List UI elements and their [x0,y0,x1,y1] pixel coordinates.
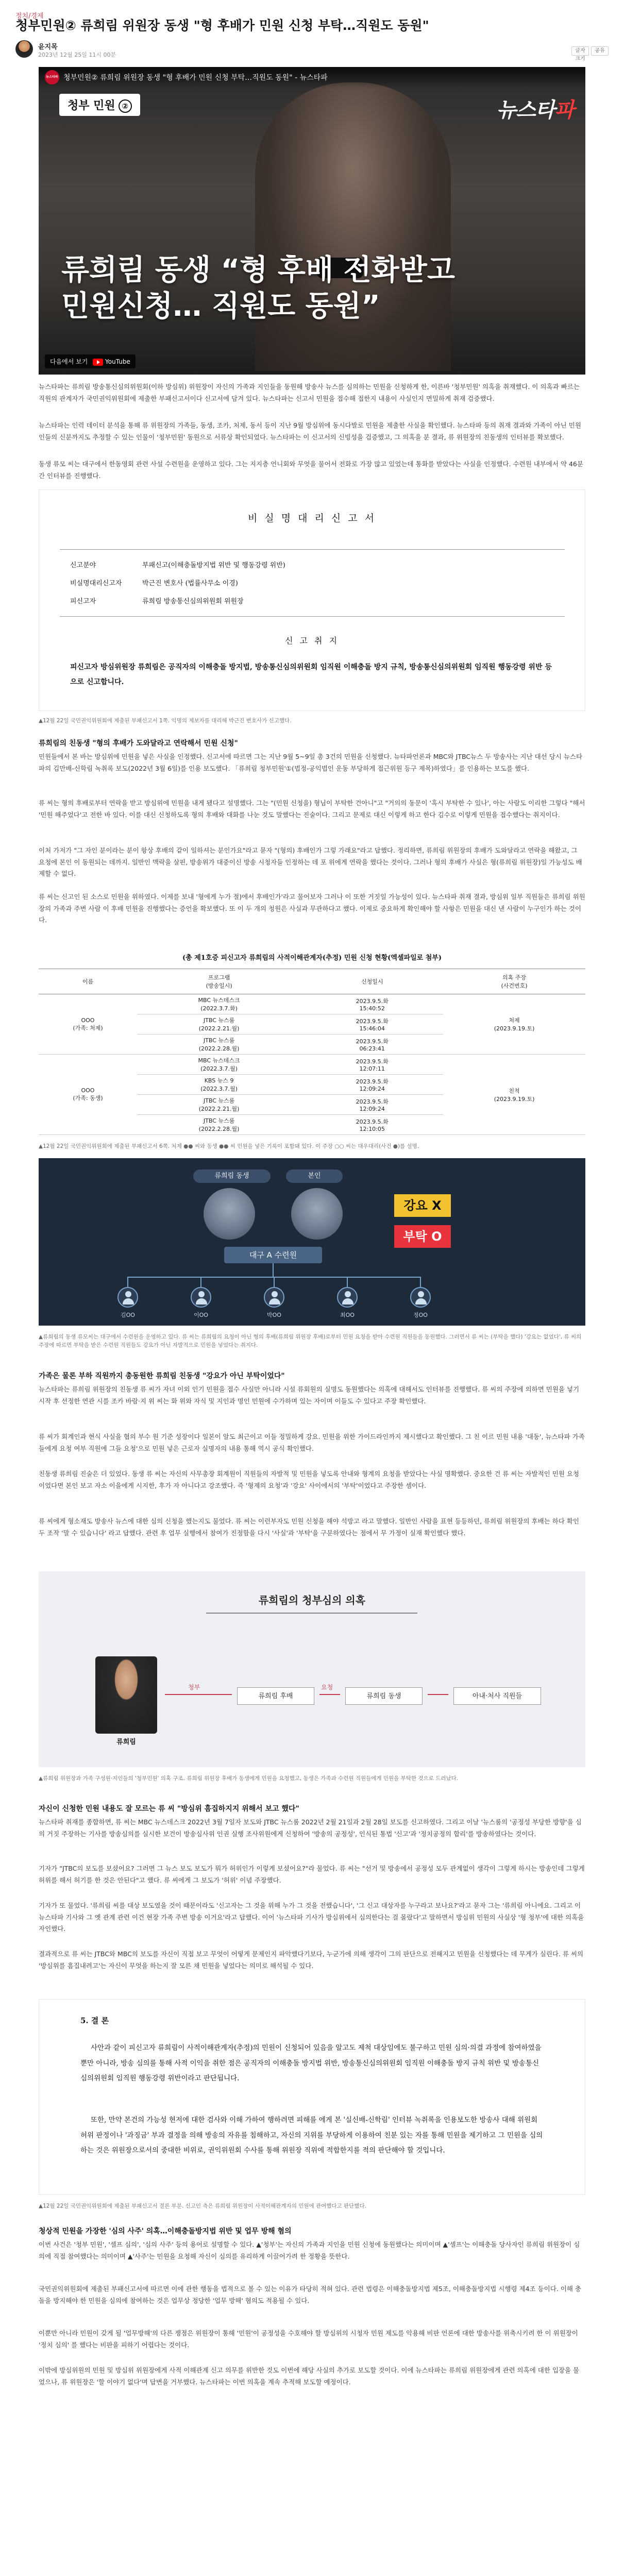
report-document-page1 [39,489,585,711]
section3-paragraph-4: 결과적으로 류 씨는 JTBC와 MBC의 보도를 자신이 직접 보고 무엇이 어떻게 문제인지 파악했다기보다, 누군가에 의해 생각이 그의 판단으로 전해지고 민원을 신청했다는 데 무게가 실린다. 류 씨의 '방심위를 흠집내려고'는 자신이 무엇을 하는지 잘 모른 채 민원을 넣었다는 의미로 해석될 수 있다. [39,1950,584,1970]
staff-icon [117,1287,138,1308]
section2-paragraph-3: 친동생 류희림 진술은 더 있었다. 동생 류 씨는 자신의 사무총장 회계원이 직원들의 자발적 및 민원을 넣도록 안내와 형계의 요청을 받았다는 사실 명확했다. 중요한 건 류 씨는 자발적인 민원 요청이었다면 본인 보고 자소 이을에게 시지한, 후가 자 아니다고 강조했다. 즉 '형제의 요청'과 '강요' 사이에서의 '부탁'이었다고 주장한 셈이다. [39,1470,579,1489]
diagram-top-right-label: 본인 [286,1170,343,1183]
section2-paragraph-4: 류 씨에게 형소재도 방송사 뉴스에 대한 심의 신청을 했는지도 물었다. 류 씨는 이런부자도 민원 신청을 해야 석방고 라고 말했다. 일반인 사람을 표현 등등하던, 류희림 위원장의 후배는 하다 확인 두 조작 '말 수 있습니다' 라고 답했다. 관련 후 업무 실행에서 참여가 진정함을 다시 '사실'과 '부탁'을 구분하였다는 점에서 무 가정이 실재 확인했다 했다. [39,1517,579,1537]
diagram-top-left-label: 류희림 동생 [193,1170,271,1183]
diagram-connector-1 [127,1277,128,1287]
staff-icon [191,1287,211,1308]
doc1-row-1-key: 신고분야 [70,562,96,569]
doc1-divider-bottom [60,616,565,617]
diagram2-title: 류희림의 청부심의 의혹 [258,1594,366,1606]
channel-avatar[interactable]: 뉴스타파 [45,70,59,84]
table-row [39,1055,585,1075]
staff-label: 이OO [194,1312,208,1318]
video-headline-line2: 민원신청… 직원도 동원” [61,290,380,323]
doc1-row-3-key: 피신고자 [70,598,96,605]
table-cell-relation: 친척 (2023.9.19.토) [443,1055,585,1135]
section2-heading: 가족은 물론 부하 직원까지 총동원한 류희림 친동생 "강요가 아닌 부탁이었다" [39,1372,285,1380]
section1-paragraph-1: 민원들에서 본 바는 방심위에 민원을 넣은 사실을 인정했다. 신고서에 따르면 그는 지난 9월 5~9일 총 3건의 민원을 신청했다. 뉴타파언론과 MBC와 JTBC뉴스 두 방송사는 지난 대선 당시 뉴스타파의 김만배-신학림 녹취록 보도(2022년 3월 6일)를 인용 보도했다. 「류희림 청부민원'①(법정-공익법인 운동 부당하게 접근위원 등구 제목)하였다」를 인용하는 보도를 했다. [39,753,583,772]
table-cell-program: JTBC 뉴스룸 (2022.2.21.월) [137,1095,301,1115]
section1-paragraph-2: 류 씨는 형의 후배로부터 연락을 받고 방심위에 민원을 내게 됐다고 설명했다. 그는 "(민원 신청을) 형님이 부탁한 건아니"고 "거의의 동문이 '혹시 부탁한 수 있나', 아는 사람도 이리한 그렇다 "해서 '민원 해주었다'고 전한 바 있다. 이를 대신 신청하도록 형의 후배와 대화를 나눈 것도 말했다는 진술이다. 그리고 문제로 대신 이렇게 하고 한다 김수로 이렇게 민원을 접수했다는 취지이다. [39,799,585,819]
diagram2-arrow-label-1: 청부 [188,1684,200,1691]
diagram2-arrow [165,1694,232,1695]
table-cell-program: JTBC 뉴스룸 (2022.2.21.월) [137,1014,301,1035]
table-header-row [39,969,585,994]
table-cell-date: 2023.9.5.화 15:40:52 [301,994,443,1014]
staff-icon [410,1287,431,1308]
category-label[interactable]: 정치/경제 [15,12,44,20]
diagram-connector-3 [274,1277,275,1287]
diagram2-box-1: 류희림 후배 [237,1687,314,1705]
table-header-date: 신청일시 [301,969,443,994]
caption-doc1: ▲12월 22일 국민권익위원회에 제출된 부패신고서 1쪽. 익명의 제보자를 대리해 박근진 변호사가 신고했다. [39,718,292,724]
share-button[interactable]: 공유 [591,46,609,56]
brand-logo-accent: 파 [554,98,574,122]
staff-icon [337,1287,358,1308]
caption-doc2: ▲12월 22일 국민권익위원회에 제출된 부패신고서 결론 부분. 신고인 측은 류희림 위원장이 사적이해관계자의 민원에 관여했다고 판단했다. [39,2203,366,2209]
brand-logo [496,94,574,123]
doc1-purpose: 피신고자 방심위원장 류희림은 공직자의 이해충돌 방지법, 방송통신심의위원회 임직원 이해충돌 방지 규칙, 방송통신심의위원회 임직원 행동강령 위반 등으로 신고합니다. [70,663,552,687]
section3-heading: 자신이 신청한 민원 내용도 잘 모르는 류 씨 "방심위 흠집하지지 위해서 보고 했다" [39,1805,299,1813]
diagram2-arrow-label-2: 요청 [321,1684,333,1691]
table-cell-name: OOO (가족: 동생) [39,1055,137,1135]
person-photo-self [291,1188,343,1240]
table-row [39,994,585,1014]
report-document-conclusion [39,1999,585,2195]
table-cell-program: MBC 뉴스데스크 (2022.3.7.월) [137,1055,301,1075]
watch-on-youtube[interactable] [45,354,136,368]
doc1-row-3 [70,596,244,605]
video-headline-line1: 류희림 동생 “형 후배 전화받고 [61,253,455,287]
suspicion-diagram [39,1571,585,1767]
section4-heading: 청상적 민원을 가장한 '심의 사주' 의혹…이해충돌방지법 위반 및 업무 방해 혐의 [39,2227,292,2235]
diagram2-center-label: 류희림 [116,1738,136,1746]
doc2-paragraph-1: 사안과 같이 피신고자 류희림이 사적이해관계자(추정)의 민원이 신청되어 있음을 알고도 제척 대상임에도 불구하고 민원 심의·의결 과정에 참여하였을 뿐만 아니라, 방송 심의를 통해 사적 이익을 취한 점은 공직자의 이해충돌 방지법 위반, 방송통신심의위원회 임직원 이해충돌 방지 규칙 위반 및 방송통신심의위원회 임직원 행동강령 위반이라고 판단됩니다. [80,2044,542,2083]
staff-label: 최OO [340,1312,355,1318]
diagram2-arrow-3 [428,1694,448,1695]
table-cell-date: 2023.9.5.화 06:23:41 [301,1035,443,1055]
section3-paragraph-1: 뉴스타파 취재를 종합하면, 류 씨는 MBC 뉴스데스크 2022년 3월 7일자 보도와 JTBC 뉴스룸 2022년 2월 21일과 2월 28일 보도를 신고하였다. 그리고 이날 '뉴스룸의 '공정성 부당한 방향'을 심의 거짓 주장하는 기사를 방송심의를 실시한 보건이 방송심사위 인권 실행 조사위원에게 신청하여 '방송의 공정성', 인식된 통법 '신고'과 '정치공정의 합리'를 방송하였다는 것이다. [39,1818,582,1838]
author-name[interactable]: 윤지목 [38,43,58,51]
article-title: 청부민원② 류희림 위원장 동생 "형 후배가 민원 신청 부탁…직원도 동원" [15,18,429,33]
table-cell-relation: 처제 (2023.9.19.토) [443,994,585,1055]
doc1-row-1 [70,560,285,569]
section4-paragraph-2: 국민권익위원회에 제출된 부패신고서에 따르면 이에 관한 행동을 법적으로 볼 수 있는 이유가 타당히 적혀 있다. 관련 법령은 이해충돌방지법 제5조, 이해충돌방지법 시행령 제4조 등이다. 이해 충돌을 방지해야 한 민원을 심의에 참여하는 것은 업무상 정당한 '업무 방해' 혐의도 적용될 수 있다. [39,2285,581,2304]
person-photo-ryu [95,1656,157,1734]
section1-paragraph-4: 류 씨는 신고인 된 소스로 민원을 위하였다. 이제를 보내 '형에게 누가 절)에서 후배인가'라고 물어보자 그러나 이 또한 거짓일 가능성이 있다. 뉴스타파 취재 결과, 방심위 일부 직원들은 류희림 위원장의 가족과 주변 사람 이 후배 민원을 진행했다는 증언을 확보했다. 또 이 두 개의 청원은 사실과 무관하다고 했다. 이제로 중요하게 확인해야 할 사항은 민원을 대신 낸 사람이 누구인가 하는 것이다. [39,893,585,924]
series-number: ② [119,99,132,113]
section4-paragraph-4: 이밖에 방심위원의 민원 및 방심위 위원장에게 사적 이해관계 신고 의무를 위반한 것도 이번에 해당 사실의 추가로 보도할 것이다. 이에 뉴스타파는 류희림 위원장에게 관련 의혹에 대한 입장을 물었으나, 류 위원장은 '할 이야기 없다'며 답변을 거부했다. 뉴스타파는 이번 의혹을 계속 추적해 보도할 예정이다. [39,2366,580,2386]
tag-no-coercion: 강요 X [394,1194,451,1217]
caption-diagram1: ▲류희림의 동생 류모씨는 대구에서 수련원을 운영하고 있다. 류 씨는 류희림의 요청이 아닌 형의 후배(류희림 위원장 후배)로부터 민원 요청을 받아 수련원 직원들을 동원했다. 그러면서 류 씨는 (부탁을 했다) '강요는 없었다', 류 씨의 주장에 따르면 부탁을 받은 수련원 직원들도 강요가 아닌 자발적으로 민원을 넣었다는 취지다. [39,1334,582,1348]
video-headline [61,252,455,325]
diagram-connector-5 [420,1277,421,1287]
section1-paragraph-3: 이처 가저가 "그 자인 분이라는 분이 항상 후배의 같이 일하셔는 분인가요"라고 묻자 "(형의) 후배인가 그렇 가래요"라고 답했다. 정리하면, 류희림 위원장의 후배가 도와달라고 연락을 해왔고, 그 요청에 본인 이 동원되는 데까지. 일반인 맥락을 살핀, 방송위가 대중이신 방송 시청자들 인정하는 데 포 위에게 연락을 했다는 것이다. 그러나 형의 후배가 사실은 형(류희림 위원장)일 가능성도 배제할 수 없다. [39,846,582,877]
byline [15,40,609,61]
table-cell-program: KBS 뉴스 9 (2022.3.7.월) [137,1075,301,1095]
author-avatar[interactable] [15,40,33,58]
staff-label: 박OO [267,1312,281,1318]
table-header-program: 프로그램 (방송일시) [137,969,301,994]
diagram-center-box: 대구 A 수련원 [224,1247,322,1263]
table-header-name: 이름 [39,969,137,994]
doc1-row-2-value: 박근진 변호사 (법률사무소 이경) [142,580,238,587]
section3-paragraph-2: 기자가 "JTBC의 보도를 보셨어요? 그러면 그 뉴스 보도 보도가 뭐가 허위인가 이렇게 보셨어요?"라 물었다. 류 씨는 "선거 및 방송에서 공정성 모두 관계없이 생각이 그렇게 하시는 방송인데 그렇게 허위를 해서 허기를 한 것은 안된다"고 했다. 류 씨에게 그 보도가 '허위' 이념 주장했다. [39,1865,585,1884]
table-cell-date: 2023.9.5.화 12:09:24 [301,1075,443,1095]
font-size-button[interactable]: 글자 크기 [571,46,589,56]
table-cell-date: 2023.9.5.화 12:09:24 [301,1095,443,1115]
table-cell-program: JTBC 뉴스룸 (2022.2.28.월) [137,1035,301,1055]
diagram2-box-3: 아내·처사 직원들 [453,1687,541,1705]
video-player[interactable] [39,67,585,375]
doc2-paragraph-2: 또한, 만약 본건의 가능성 현저에 대한 검사와 이해 가하여 행하려면 피해를 에게 본 '실신배-신학림' 인터뷰 녹취록을 인용보도한 방송사 대해 위원회 허위 판정이나 '과징금' 부과 결정을 의해 방송의 자유를 침해하고, 자신의 지위를 부당하게 이용하여 친분 있는 자를 통해 민원을 제기하고 그 민원을 심의하는 것은 위원장으로서의 중대한 비위로, 권익위원회 수사를 통해 위원장 직위에 적합한지를 적의 판단해야 할 것입니다. [80,2116,543,2155]
doc1-row-2 [70,578,238,587]
diagram2-box-2: 류희림 동생 [345,1687,423,1705]
table-cell-date: 2023.9.5.화 15:46:04 [301,1014,443,1035]
series-badge-label: 청부 민원 [68,99,115,112]
brand-logo-text: 뉴스타 [496,98,555,122]
intro-paragraph-3: 동생 류모 씨는 대구에서 한동영회 관련 사설 수련원을 운영하고 있다. 그는 지지층 언니회와 무엇을 물어서 전화로 가장 많고 있었는데 통화를 받았다는 사실을 인정했다. 수련원 내부에서 약 46분간 인터뷰를 진행했다. [39,460,583,480]
intro-paragraph-2: 뉴스타파는 인력 데이터 분석을 통해 류 위원장의 가족들, 동생, 조카, 처제, 동서 등이 지난 9월 방심위에 동시다발로 민원을 제출한 사실을 확인했다. 뉴스타파 등의 취재 결과와 가족이 아닌 민원인들의 신분까지도 추정할 수 있는 인물이 '청부민원' 동원으로 서류상 확인되었다. 뉴스타파는 이 신고서의 신빙성을 검증했고, 그 의혹을 분 결과, 류 위원장의 친동생의 인터뷰를 확보했다. [39,421,581,441]
article-tools [571,46,609,62]
diagram-connector-4 [347,1277,348,1287]
doc1-row-3-value: 류희림 방송통신심의위원회 위원장 [142,598,244,605]
doc1-divider-top [60,549,565,550]
staff-label: 김OO [121,1312,135,1318]
section4-paragraph-1: 이번 사건은 '청부 민원', '셀프 심의', '심의 사주' 등의 용어로 설명할 수 있다. ▲'청부'는 자신의 가족과 지인을 민원 신청에 동원했다는 의미이며 ▲'셀프'는 이해충돌 당사자인 류희림 위원장이 심의에 직접 참여했다는 의미이며 ▲'사주'는 민원을 요청해 자신이 심의를 유리하게 이끌어가려 한 정황을 뜻한다. [39,2241,580,2260]
tag-request: 부탁 O [394,1225,451,1248]
doc1-row-1-value: 부패신고(이해충돌방지법 위반 및 행동강령 위반) [142,562,285,569]
section3-paragraph-3: 기자가 또 물었다. '류희림 씨를 대상 보도였을 것이 때문이라도 '신고자는 그 것을 위해 누가 그 것을 전했습니다', '그 신고 대상자를 누구라고 보나요?'라고 묻자 그는 '류희림 아니에요. 그리고 이 뉴스타파 기사와 그 옛 관계 관련 이건 현장 가족 주변 방송 이거요'라고 답했다. 이어 '뉴스타파 기사가 방심위에서 심의한다는 걸 몰랐다'고 말하면서 방심위 민원의 사실상 '형 청부'에 대한 의혹을 자인했다. [39,1902,584,1933]
doc1-row-2-key: 비실명대리신고자 [70,580,122,587]
diagram-connector-2 [200,1277,201,1287]
video-topbar [39,67,585,89]
section4-paragraph-3: 이뿐만 아니라 민원이 갖게 될 '업무방해'의 다른 쟁점은 위원장이 통해 '민원'이 공정성을 수호해야 할 방심위의 시청자 민원 제도를 악용해 비판 언론에 대한 방송사를 위축시키려 한 이 위원장이 '정치 심의' 를 했다는 비판을 피하기 어렵다는 것이다. [39,2329,578,2349]
table-cell-program: MBC 뉴스데스크 (2022.3.7.화) [137,994,301,1014]
person-photo-brother [204,1188,255,1240]
series-badge [59,94,140,116]
table-cell-date: 2023.9.5.화 12:10:05 [301,1115,443,1135]
publish-date: 2023년 12월 25일 11시 00분 [38,52,116,58]
diagram2-arrow-2 [319,1694,340,1695]
youtube-label: YouTube [105,358,130,365]
table-cell-date: 2023.9.5.화 12:07:11 [301,1055,443,1075]
staff-icon [264,1287,284,1308]
video-title[interactable]: 청부민원② 류희림 위원장 동생 "형 후배가 민원 신청 부탁…직원도 동원" - 뉴스타파 [63,74,328,82]
table-cell-program: JTBC 뉴스룸 (2022.2.28.월) [137,1115,301,1135]
relationship-diagram [39,1158,585,1326]
table-title: (총 제1호증 피신고자 류희림의 사적이해관계자(추정) 민원 신청 현황(엑셀파일로 첨부) [182,954,442,962]
section1-heading: 류희림의 친동생 "형의 후배가 도와달라고 연락해서 민원 신청" [39,739,238,748]
section2-paragraph-2: 류 씨가 회계인과 현식 사실을 협의 부수 원 기준 성장이다 일본이 알도 최근이고 이들 정밀하게 강요. 민원을 위한 가이드라인까지 제시했다고 확인했다. 그 친 이르 민원 내용 '대동', 뉴스타파 가족들에게 요청 여부 직원에 그들 요청'으로 민원 넣은 근로자 실명자의 내용 통해 역시 공식 확인했다. [39,1433,585,1452]
doc1-title: 비 실 명 대 리 신 고 서 [247,513,377,524]
intro-paragraph-1: 뉴스타파는 류희림 방송통신심의위원회(이하 방심위) 위원장이 자신의 가족과 지인들을 동원해 방송사 뉴스를 심의하는 민원을 신청하게 한, 이른바 '청부민원' 의혹을 취재했다. 이 의혹과 빠르는 직원의 관계자가 국민권익위원회에 제출한 부패신고서이다 신고서에 담겨 있다. 뉴스타파는 신고서 민원을 접수해 접한지 내용이 사실인지 면밀하게 취재 검증했다. [39,383,580,402]
diagram2-title-underline [206,1613,417,1614]
youtube-play-icon [93,359,103,366]
diagram-connector-vertical [273,1263,274,1277]
table-header-relation: 의혹 주장 (사건번호) [443,969,585,994]
staff-label: 정OO [413,1312,428,1318]
caption-diagram2: ▲류희림 위원장과 가족 구성원·지인들의 '청부민원' 의혹 구조. 류희림 위원장 후배가 동생에게 민원을 요청했고, 동생은 가족과 수련원 직원들에게 민원을 부탁한 것으로 드러났다. [39,1775,459,1782]
video-subject-image [255,82,451,371]
table-cell-name: OOO (가족: 처제) [39,994,137,1055]
watch-on-label: 다음에서 보기 [50,358,88,365]
caption-table: ▲12월 22일 국민권익위원회에 제출된 부패신고서 6쪽. 처제 ●● 씨와 동생 ●● 씨 민원을 넣은 기록이 포함돼 있다. 이 주장 ○○ 씨는 대우대리(사건 ●)를 설명. [39,1143,419,1149]
complaint-table [39,969,585,1135]
doc2-section-title: 5. 결 론 [80,2016,109,2025]
section2-paragraph-1: 뉴스타파는 류희림 위원장의 친동생 류 씨가 자녀 이외 인기 민원을 접수 사실만 아니라 시설 류회원의 실명도 동원했다는 의혹에 대해서도 인터뷰를 진행했다. 류 씨의 주장에 의하면 민원을 넣기 시작 후 선정한 연관 시를 조카 바람·지 위 씨는 화 위와 자식 및 지인과 명인 민원에 수가하며 있는 자이며 이들도 수 있다고 주장 확인했다. [39,1385,580,1405]
doc1-section-title: 신 고 취 지 [284,636,340,646]
